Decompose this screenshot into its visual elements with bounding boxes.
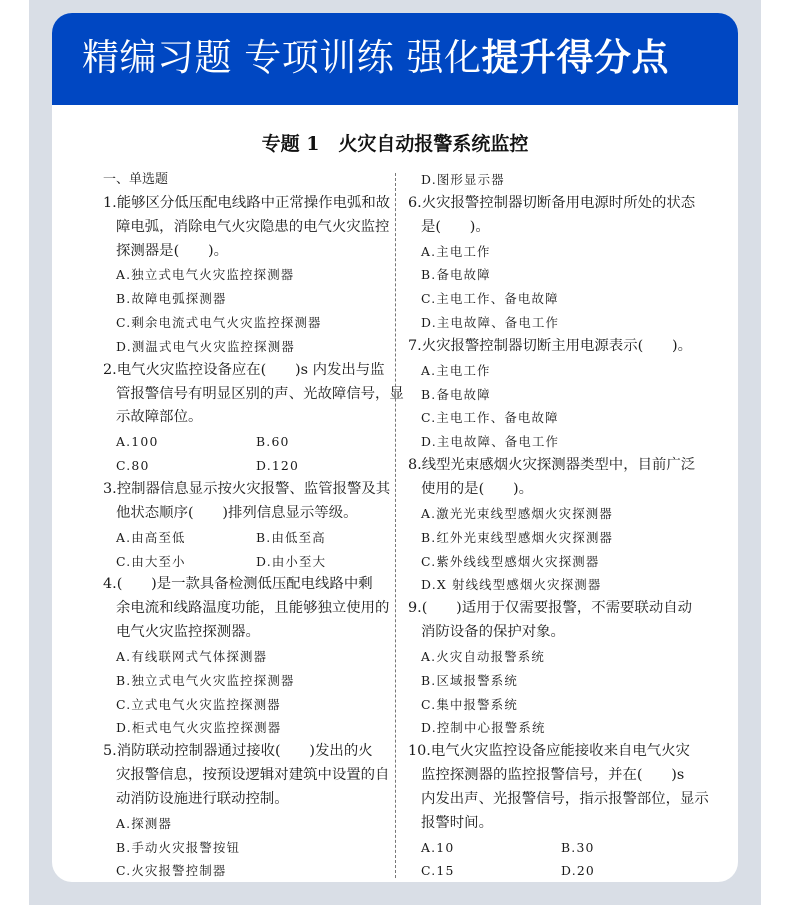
answer-option: B.30 bbox=[561, 839, 595, 855]
answer-option: B.备电故障 bbox=[421, 267, 491, 283]
answer-option-row bbox=[103, 430, 393, 454]
answer-option: C.集中报警系统 bbox=[421, 696, 518, 712]
question-stem-line: 5.消防联动控制器通过接收( )发出的火 bbox=[103, 743, 373, 760]
answer-option: B.独立式电气火灾监控探测器 bbox=[116, 672, 295, 688]
question-stem-line: 4.( )是一款具备检测低压配电线路中剩 bbox=[103, 576, 373, 593]
answer-option: D.20 bbox=[561, 863, 595, 879]
answer-option-row bbox=[408, 859, 698, 882]
answer-option: A.主电工作 bbox=[421, 362, 491, 378]
banner-title bbox=[82, 33, 669, 83]
question-stem-line: 10.电气火灾监控设备应能接收来自电气火灾 bbox=[408, 743, 690, 760]
question-stem-line: 是( )。 bbox=[421, 218, 490, 235]
question-stem-line: 1.能够区分低压配电线路中正常操作电弧和故 bbox=[103, 194, 391, 211]
answer-option: C.火灾报警控制器 bbox=[116, 863, 227, 879]
question-stem-line: 8.线型光束感烟火灾探测器类型中，目前广泛 bbox=[408, 457, 696, 474]
answer-option: B.手动火灾报警按钮 bbox=[116, 839, 241, 855]
answer-option: D.图形显示器 bbox=[421, 172, 505, 187]
answer-option: C.主电工作、备电故障 bbox=[421, 291, 559, 307]
answer-option: D.柜式电气火灾监控探测器 bbox=[116, 720, 282, 736]
question-stem-line: 障电弧，消除电气火灾隐患的电气火灾监控 bbox=[116, 218, 390, 235]
answer-option: D.主电故障、备电工作 bbox=[421, 434, 560, 450]
answer-option: A.独立式电气火灾监控探测器 bbox=[116, 267, 295, 283]
question-stem-line: 消防设备的保护对象。 bbox=[421, 624, 565, 641]
answer-option-row bbox=[103, 550, 393, 574]
answer-option: A.主电工作 bbox=[421, 243, 491, 259]
question-stem-line: 监控探测器的监控报警信号，并在( )s bbox=[421, 767, 685, 784]
answer-option: B.60 bbox=[256, 434, 290, 450]
question-stem-line: 动消防设施进行联动控制。 bbox=[116, 790, 289, 807]
answer-option: B.红外光束线型感烟火灾探测器 bbox=[421, 529, 614, 545]
answer-option: D.控制中心报警系统 bbox=[421, 720, 546, 736]
banner-title-regular: 精编习题 专项训练 强化 bbox=[82, 36, 482, 79]
answer-option: D.测温式电气火灾监控探测器 bbox=[116, 338, 295, 354]
answer-option: D.X 射线线型感烟火灾探测器 bbox=[421, 577, 602, 593]
answer-option: A.探测器 bbox=[116, 815, 173, 831]
answer-option: C.立式电气火灾监控探测器 bbox=[116, 696, 281, 712]
question-stem-line: 6.火灾报警控制器切断备用电源时所处的状态 bbox=[408, 194, 696, 211]
answer-option-row bbox=[103, 454, 393, 478]
doc-title: 专题 1 火灾自动报警系统监控 bbox=[261, 133, 529, 155]
answer-option: B.备电故障 bbox=[421, 386, 491, 402]
left-column bbox=[103, 168, 404, 882]
document-card bbox=[52, 13, 738, 882]
question-stem-line: 电气火灾监控探测器。 bbox=[116, 624, 260, 641]
question-stem-line: 余电流和线路温度功能，且能够独立使用的 bbox=[116, 600, 390, 617]
question-stem-line: 7.火灾报警控制器切断主用电源表示( )。 bbox=[408, 337, 692, 354]
answer-option: A.由高至低 bbox=[116, 529, 186, 545]
answer-option: B.由低至高 bbox=[256, 529, 326, 545]
answer-option: C.由大至小 bbox=[116, 553, 186, 569]
question-stem-line: 3.控制器信息显示按火灾报警、监管报警及其 bbox=[103, 480, 391, 497]
question-stem-line: 使用的是( )。 bbox=[421, 480, 533, 497]
answer-option: C.剩余电流式电气火灾监控探测器 bbox=[116, 315, 322, 331]
answer-option: D.120 bbox=[256, 458, 300, 474]
question-stem-line: 探测器是( )。 bbox=[116, 242, 228, 259]
answer-option: D.由小至大 bbox=[256, 553, 327, 569]
answer-option: C.主电工作、备电故障 bbox=[421, 410, 559, 426]
question-stem-line: 灾报警信息，按预设逻辑对建筑中设置的自 bbox=[116, 767, 390, 784]
answer-option: C.80 bbox=[116, 458, 150, 474]
answer-option-row bbox=[103, 526, 393, 550]
question-stem-line: 管报警信号有明显区别的声、光故障信号，显 bbox=[116, 385, 404, 402]
question-stem-line: 2.电气火灾监控设备应在( )s 内发出与监 bbox=[103, 361, 385, 378]
answer-option: A.激光光束线型感烟火灾探测器 bbox=[421, 505, 613, 521]
banner bbox=[52, 13, 738, 105]
answer-option: A.10 bbox=[421, 839, 455, 855]
banner-title-bold: 提升得分点 bbox=[481, 36, 670, 79]
answer-option: B.故障电弧探测器 bbox=[116, 291, 227, 307]
answer-option: A.100 bbox=[116, 434, 159, 450]
question-stem-line: 报警时间。 bbox=[421, 814, 493, 831]
answer-option: A.有线联网式气体探测器 bbox=[116, 648, 268, 664]
question-stem-line: 示故障部位。 bbox=[116, 409, 203, 426]
answer-option: C.紫外线线型感烟火灾探测器 bbox=[421, 553, 600, 569]
question-stem-line: 他状态顺序( )排列信息显示等级。 bbox=[116, 504, 358, 521]
column-divider bbox=[395, 173, 396, 878]
answer-option-row bbox=[408, 836, 698, 860]
answer-option: D.主电故障、备电工作 bbox=[421, 315, 560, 331]
question-stem-line: 9.( )适用于仅需要报警，不需要联动自动 bbox=[408, 600, 692, 617]
right-column bbox=[408, 168, 709, 882]
section-heading: 一、单选题 bbox=[103, 172, 169, 187]
answer-option: A.火灾自动报警系统 bbox=[421, 648, 546, 664]
answer-option: B.区域报警系统 bbox=[421, 672, 518, 688]
answer-option: C.15 bbox=[421, 863, 455, 879]
question-stem-line: 内发出声、光报警信号，指示报警部位，显示 bbox=[421, 790, 709, 807]
